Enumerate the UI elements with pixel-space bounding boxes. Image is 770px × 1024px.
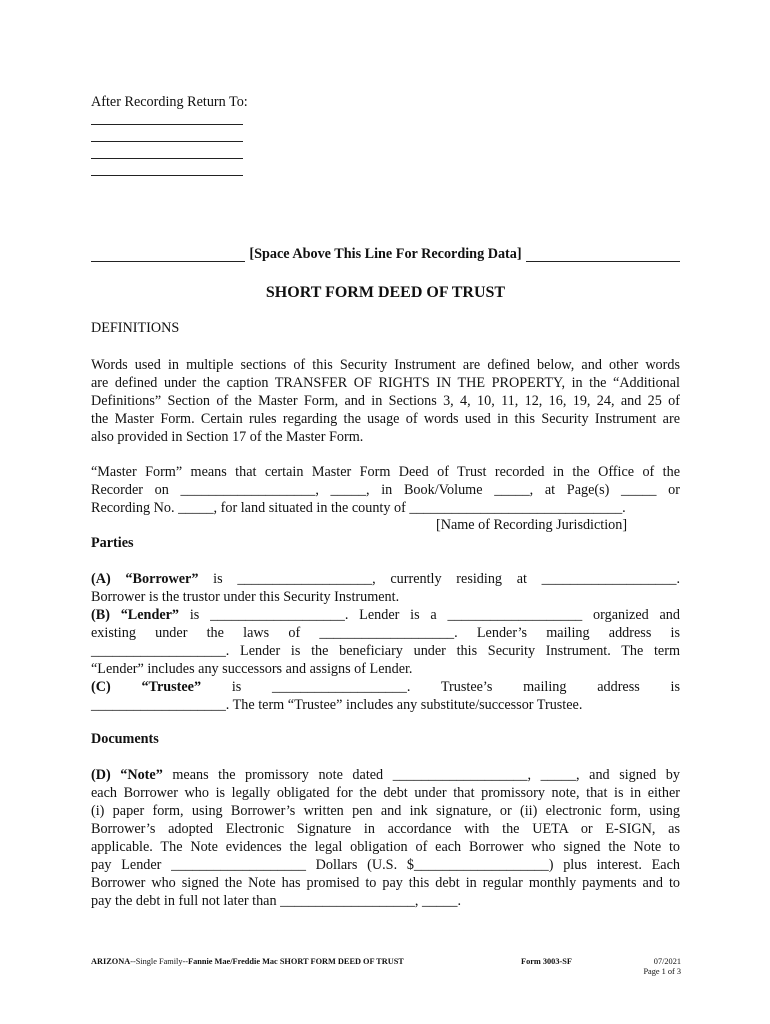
paragraph-line: pay the debt in full not later than ___________________, _____. [91,893,462,909]
paragraph-line: “Master Form” means that certain Master Form Deed of Trust recorded in the Office of the [91,464,680,480]
definition-text: is ___________________. Trustee’s mailing address is [201,679,680,695]
separator-rule-right [526,261,680,262]
definitions-heading: DEFINITIONS [91,320,180,336]
parties-section [91,570,680,714]
item-code: (D) [91,767,121,783]
footer-state: ARIZONA [91,957,131,966]
jurisdiction-label: [Name of Recording Jurisdiction] [436,517,628,533]
separator-rule-left [91,261,245,262]
return-address-line [91,158,243,159]
paragraph-line: “Lender” includes any successors and assigns of Lender. [91,661,413,677]
party-borrower-line [91,570,680,588]
paragraph-line: Borrower’s adopted Electronic Signature in accordance with the UETA or E-SIGN, as [91,821,680,837]
paragraph-line: the Master Form. Certain rules regarding the usage of words used in this Security Instrument are [91,411,680,427]
paragraph-line: Definitions” Section of the Master Form, and in Sections 3, 4, 10, 11, 12, 16, 19, 24, and 25 of [91,393,680,409]
paragraph-line: Recording No. _____, for land situated in the county of ______________________________. [91,500,626,516]
item-code: (B) [91,607,121,623]
party-lender-line [91,606,680,624]
paragraph-line: pay Lender ___________________ Dollars (U.S. $___________________) plus interest. Each [91,857,680,873]
paragraph-line: Recorder on ___________________, _____, in Book/Volume _____, at Page(s) _____ or [91,482,680,498]
paragraph-line: Words used in multiple sections of this Security Instrument are defined below, and other words [91,357,680,373]
paragraph-line: (i) paper form, using Borrower’s written pen and ink signature, or (ii) electronic form, using [91,803,680,819]
return-address-line [91,175,243,176]
document-page [91,0,680,1024]
paragraph-line: applicable. The Note evidences the legal obligation of each Borrower who signed the Note to [91,839,680,855]
defined-term: “Trustee” [141,679,202,695]
parties-heading: Parties [91,535,134,551]
paragraph-line: ___________________. Lender is the beneficiary under this Security Instrument. The term [91,643,680,659]
paragraph-line: existing under the laws of ___________________. Lender’s mailing address is [91,625,680,641]
party-trustee-line [91,678,680,696]
defined-term: “Lender” [120,607,180,623]
definition-text: means the promissory note dated ___________________, _____, and signed by [162,767,680,783]
footer-date: 07/2021 [653,957,681,966]
document-title: SHORT FORM DEED OF TRUST [265,284,506,301]
definition-text: is ___________________, currently residing at ___________________. [198,571,680,587]
intro-paragraph [91,356,680,446]
defined-term: “Borrower” [125,571,199,587]
item-code: (A) [91,571,126,587]
footer-form-title [91,957,404,966]
footer-date-page [571,957,681,977]
master-form-paragraph [91,463,680,517]
footer-form-number: Form 3003-SF [521,957,572,966]
paragraph-line: ___________________. The term “Trustee” includes any substitute/successor Trustee. [91,697,583,713]
documents-section [91,766,680,910]
paragraph-line: Borrower who signed the Note has promised to pay this debt in regular monthly payments and to [91,875,680,891]
separator-label: [Space Above This Line For Recording Data] [249,246,522,262]
paragraph-line: also provided in Section 17 of the Master Form. [91,429,364,445]
paragraph-line: each Borrower who is legally obligated for the debt under that promissory note, that is in either [91,785,680,801]
item-code: (C) [91,679,142,695]
return-address-line [91,141,243,142]
paragraph-line: Borrower is the trustor under this Security Instrument. [91,589,400,605]
footer-page-number: Page 1 of 3 [643,967,681,976]
return-address-title: After Recording Return To: [91,94,248,110]
definition-text: is ___________________. Lender is a ___________________ organized and [179,607,680,623]
defined-term: “Note” [120,767,163,783]
documents-heading: Documents [91,731,159,747]
return-address-line [91,124,243,125]
note-definition-line [91,766,680,784]
footer-family: --Single Family-- [130,957,189,966]
footer-brand: Fannie Mae/Freddie Mac SHORT FORM DEED OF TRUST [188,957,404,966]
paragraph-line: are defined under the caption TRANSFER OF RIGHTS IN THE PROPERTY, in the “Additional [91,375,680,391]
recording-data-separator [91,246,680,263]
